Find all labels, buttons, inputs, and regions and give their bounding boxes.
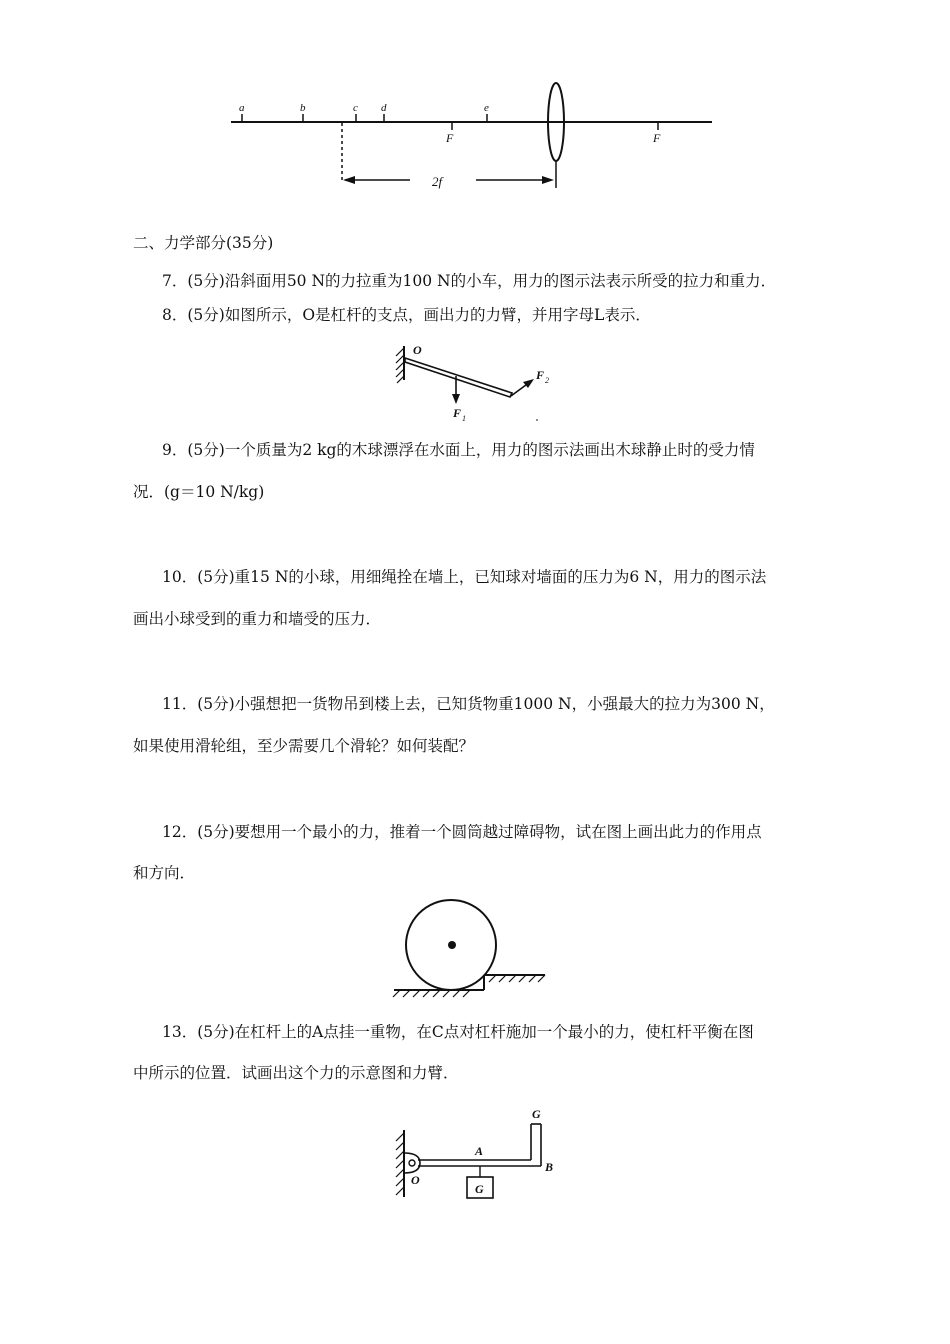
question-13-line-1: 13．(5分)在杠杆上的A点挂一重物，在C点对杠杆施加一个最小的力，使杠杆平衡在图: [162, 1023, 754, 1041]
pivot-o-label: O: [413, 343, 422, 357]
point-e-label: e: [484, 102, 489, 114]
point-d-label: d: [381, 102, 387, 114]
focus-left-label: F: [446, 131, 454, 145]
force-f2-label: F: [536, 368, 545, 382]
distance-label: 2f: [432, 174, 443, 189]
question-11-line-1: 11．(5分)小强想把一货物吊到楼上去，已知货物重1000 N，小强最大的拉力为300 N，: [162, 695, 775, 713]
focus-right-label: F: [653, 131, 661, 145]
question-9-line-2: 况．(g＝10 N/kg): [133, 483, 265, 501]
pivot-o-label-13: O: [411, 1173, 420, 1187]
point-a-label-13: A: [475, 1144, 484, 1158]
question-12-line-2: 和方向．: [133, 864, 196, 882]
question-12-line-1: 12．(5分)要想用一个最小的力，推着一个圆筒越过障碍物，试在图上画出此力的作用点: [162, 823, 762, 841]
force-f1-subscript: 1: [462, 414, 466, 423]
question-9-line-1: 9．(5分)一个质量为2 kg的木球漂浮在水面上，用力的图示法画出木球静止时的受力情: [162, 441, 755, 459]
question-10-line-2: 画出小球受到的重力和墙受的压力．: [133, 610, 382, 628]
top-g-label: G: [532, 1107, 541, 1121]
point-b-label: b: [300, 102, 306, 114]
question-8-line-1: 8．(5分)如图所示，O是杠杆的支点，画出力的力臂，并用字母L表示．: [162, 306, 651, 324]
question-13-line-2: 中所示的位置．试画出这个力的示意图和力臂．: [133, 1064, 459, 1082]
question-11-line-2: 如果使用滑轮组，至少需要几个滑轮？如何装配？: [133, 737, 475, 755]
hinge-pivot: [404, 1153, 420, 1173]
point-a-label: a: [239, 102, 245, 114]
question-7-line-1: 7．(5分)沿斜面用50 N的力拉重为100 N的小车，用力的图示法表示所受的拉力和重力．: [162, 272, 777, 290]
force-f2-subscript: 2: [545, 376, 549, 385]
weight-label: G: [475, 1182, 484, 1196]
section-title: 二、力学部分(35分): [133, 234, 274, 252]
point-c-label: c: [353, 102, 358, 114]
question-10-line-1: 10．(5分)重15 N的小球，用细绳拴在墙上，已知球对墙面的压力为6 N，用力的图示法: [162, 568, 767, 586]
point-b-label-13: B: [545, 1160, 554, 1174]
force-f1-label: F: [453, 406, 462, 420]
